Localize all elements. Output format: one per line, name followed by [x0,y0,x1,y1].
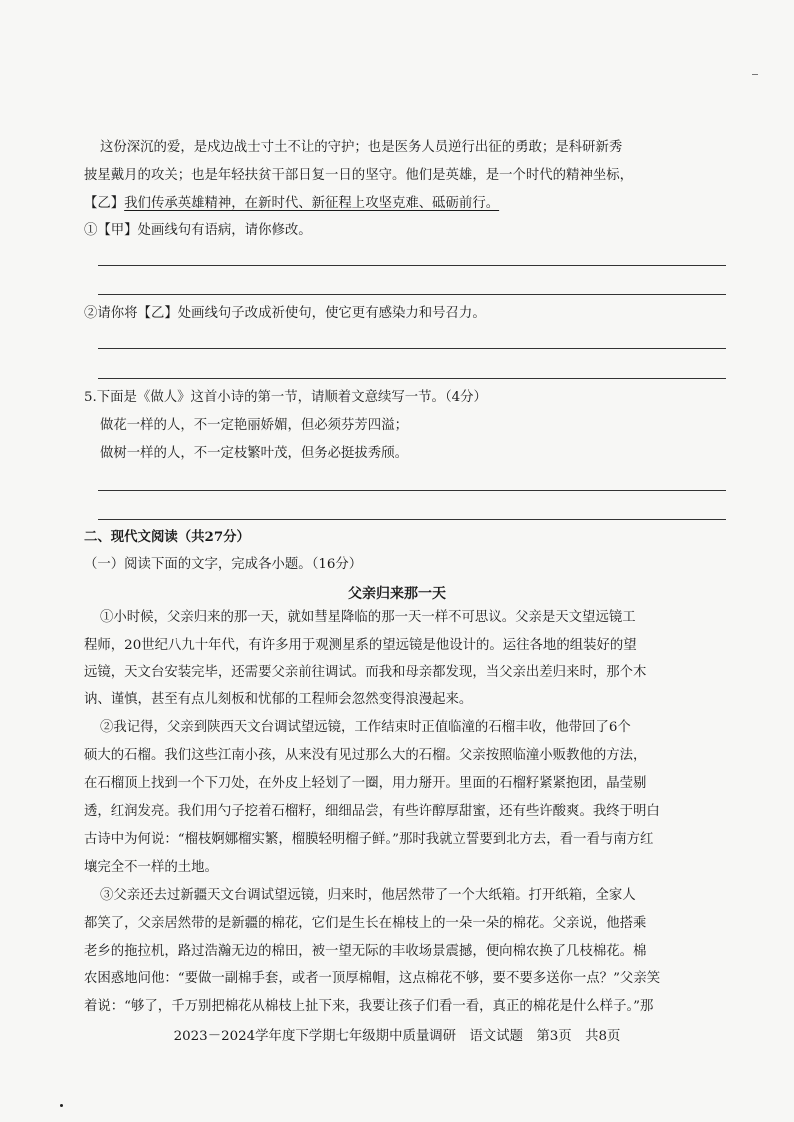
q5-poem-line-2: 做树一样的人，不一定枝繁叶茂，但务必挺拔秀颀。 [100,446,408,461]
scan-mark [752,74,758,75]
answer-line[interactable] [98,378,726,379]
page-footer: 2023－2024学年度下学期七年级期中质量调研 语文试题 第3页 共8页 [173,1029,621,1044]
q4-subquestion-2: ②请你将【乙】处画线句子改成祈使句，使它更有感染力和号召力。 [84,306,486,321]
answer-line[interactable] [98,348,726,349]
q5-poem-line-1: 做花一样的人，不一定艳丽娇媚，但必须芬芳四溢； [100,418,408,433]
underlined-sentence-yi: 我们传承英雄精神，在新时代、新征程上攻坚克难、砥砺前行。 [124,196,500,211]
answer-line[interactable] [98,265,726,266]
article-para3-line: 都笑了，父亲居然带的是新疆的棉花，它们是生长在棉枝上的一朵一朵的棉花。父亲说，他搭乘 [84,916,647,931]
article-para3-line: 老乡的拖拉机，路过浩瀚无边的棉田，被一望无际的丰收场景震撼，便向棉农换了几枝棉花。棉 [84,944,647,959]
article-para2-line: 透，红润发亮。我们用勺子挖着石榴籽，细细品尝，有些许醇厚甜蜜，还有些许酸爽。我终于明白 [84,804,660,819]
article-para3-line: 着说：“够了，千万别把棉花从棉枝上扯下来，我要让孩子们看一看，真正的棉花是什么样子。”那 [84,999,654,1014]
article-para1-line: 讷、谨慎，甚至有点儿刻板和忧郁的工程师会忽然变得浪漫起来。 [84,692,473,707]
article-para2-line: 硕大的石榴。我们这些江南小孩，从来没有见过那么大的石榴。父亲按照临潼小贩教他的方法， [84,748,647,763]
article-para2-line: 壤完全不一样的土地。 [84,860,218,875]
answer-line[interactable] [98,490,726,491]
section-heading: 二、现代文阅读（共27分） [84,529,250,545]
article-para2-line: 古诗中为何说：“榴枝婀娜榴实繁，榴膜轻明榴子鲜。”那时我就立誓要到北方去，看一看与南方红 [84,832,654,847]
article-para1-line: 远镜，天文台安装完毕，还需要父亲前往调试。而我和母亲都发现，当父亲出差归来时，那个木 [84,665,647,680]
bracket-yi: 【乙】 [84,196,125,211]
q4-paragraph-line-2: 披星戴月的攻关；也是年轻扶贫干部日复一日的坚守。他们是英雄，是一个时代的精神坐标， [84,168,634,183]
article-para3-line: ③父亲还去过新疆天文台调试望远镜，归来时，他居然带了一个大纸箱。打开纸箱，全家人 [100,888,636,903]
answer-line[interactable] [98,294,726,295]
article-para1-line: 程师，20世纪八九十年代，有许多用于观测星系的望远镜是他设计的。运往各地的组装好的望 [84,638,637,653]
article-title: 父亲归来那一天 [348,586,446,602]
q4-paragraph-line-3 [84,195,499,213]
article-para1-line: ①小时候，父亲归来的那一天，就如彗星降临的那一天一样不可思议。父亲是天文望远镜工 [100,610,636,625]
article-para2-line: ②我记得，父亲到陕西天文台调试望远镜，工作结束时正值临潼的石榴丰收，他带回了6个 [100,720,631,735]
q5-prompt: 5.下面是《做人》这首小诗的第一节，请顺着文意续写一节。（4分） [84,390,487,405]
q4-subquestion-1: ①【甲】处画线句有语病，请你修改。 [84,223,312,238]
answer-line[interactable] [98,519,726,520]
subsection-heading: （一）阅读下面的文字，完成各小题。（16分） [84,557,363,572]
scan-dot [60,1104,63,1107]
q4-paragraph-line-1: 这份深沉的爱，是戍边战士寸土不让的守护；也是医务人员逆行出征的勇敢；是科研新秀 [100,140,623,155]
article-para3-line: 农困惑地问他：“要做一副棉手套，或者一顶厚棉帽，这点棉花不够，要不要多送你一点？”父亲笑 [84,971,661,986]
article-para2-line: 在石榴顶上找到一个下刀处，在外皮上轻划了一圈，用力掰开。里面的石榴籽紧紧抱团，晶莹剔 [84,776,647,791]
